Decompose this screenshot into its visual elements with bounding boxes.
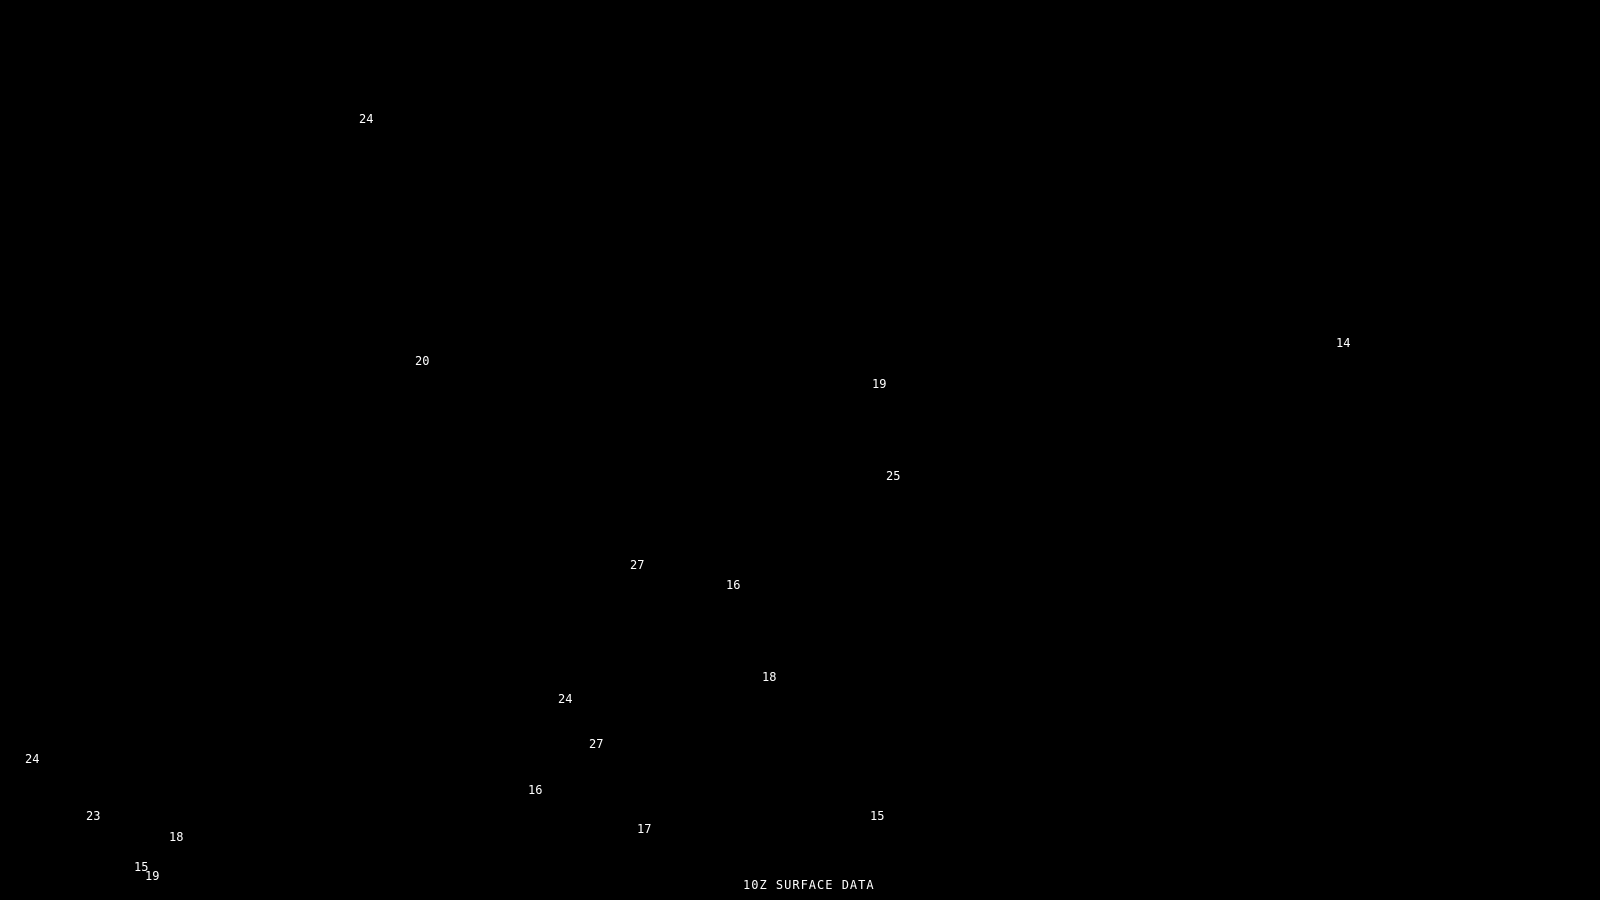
station-observation: 16 [528, 783, 543, 797]
station-observation: 18 [169, 830, 184, 844]
map-caption: 10Z SURFACE DATA [743, 878, 875, 892]
station-observation: 27 [589, 737, 604, 751]
station-observation: 18 [762, 670, 777, 684]
station-observation: 27 [630, 558, 645, 572]
station-observation: 17 [637, 822, 652, 836]
station-observation: 19 [872, 377, 887, 391]
station-observation: 15 [134, 860, 149, 874]
station-observation: 20 [415, 354, 430, 368]
station-observation: 24 [25, 752, 40, 766]
station-observation: 25 [886, 469, 901, 483]
station-observation: 15 [870, 809, 885, 823]
station-observation: 23 [86, 809, 101, 823]
station-observation: 19 [145, 869, 160, 883]
station-observation: 14 [1336, 336, 1351, 350]
station-observation: 24 [359, 112, 374, 126]
station-observation: 24 [558, 692, 573, 706]
station-observation: 16 [726, 578, 741, 592]
